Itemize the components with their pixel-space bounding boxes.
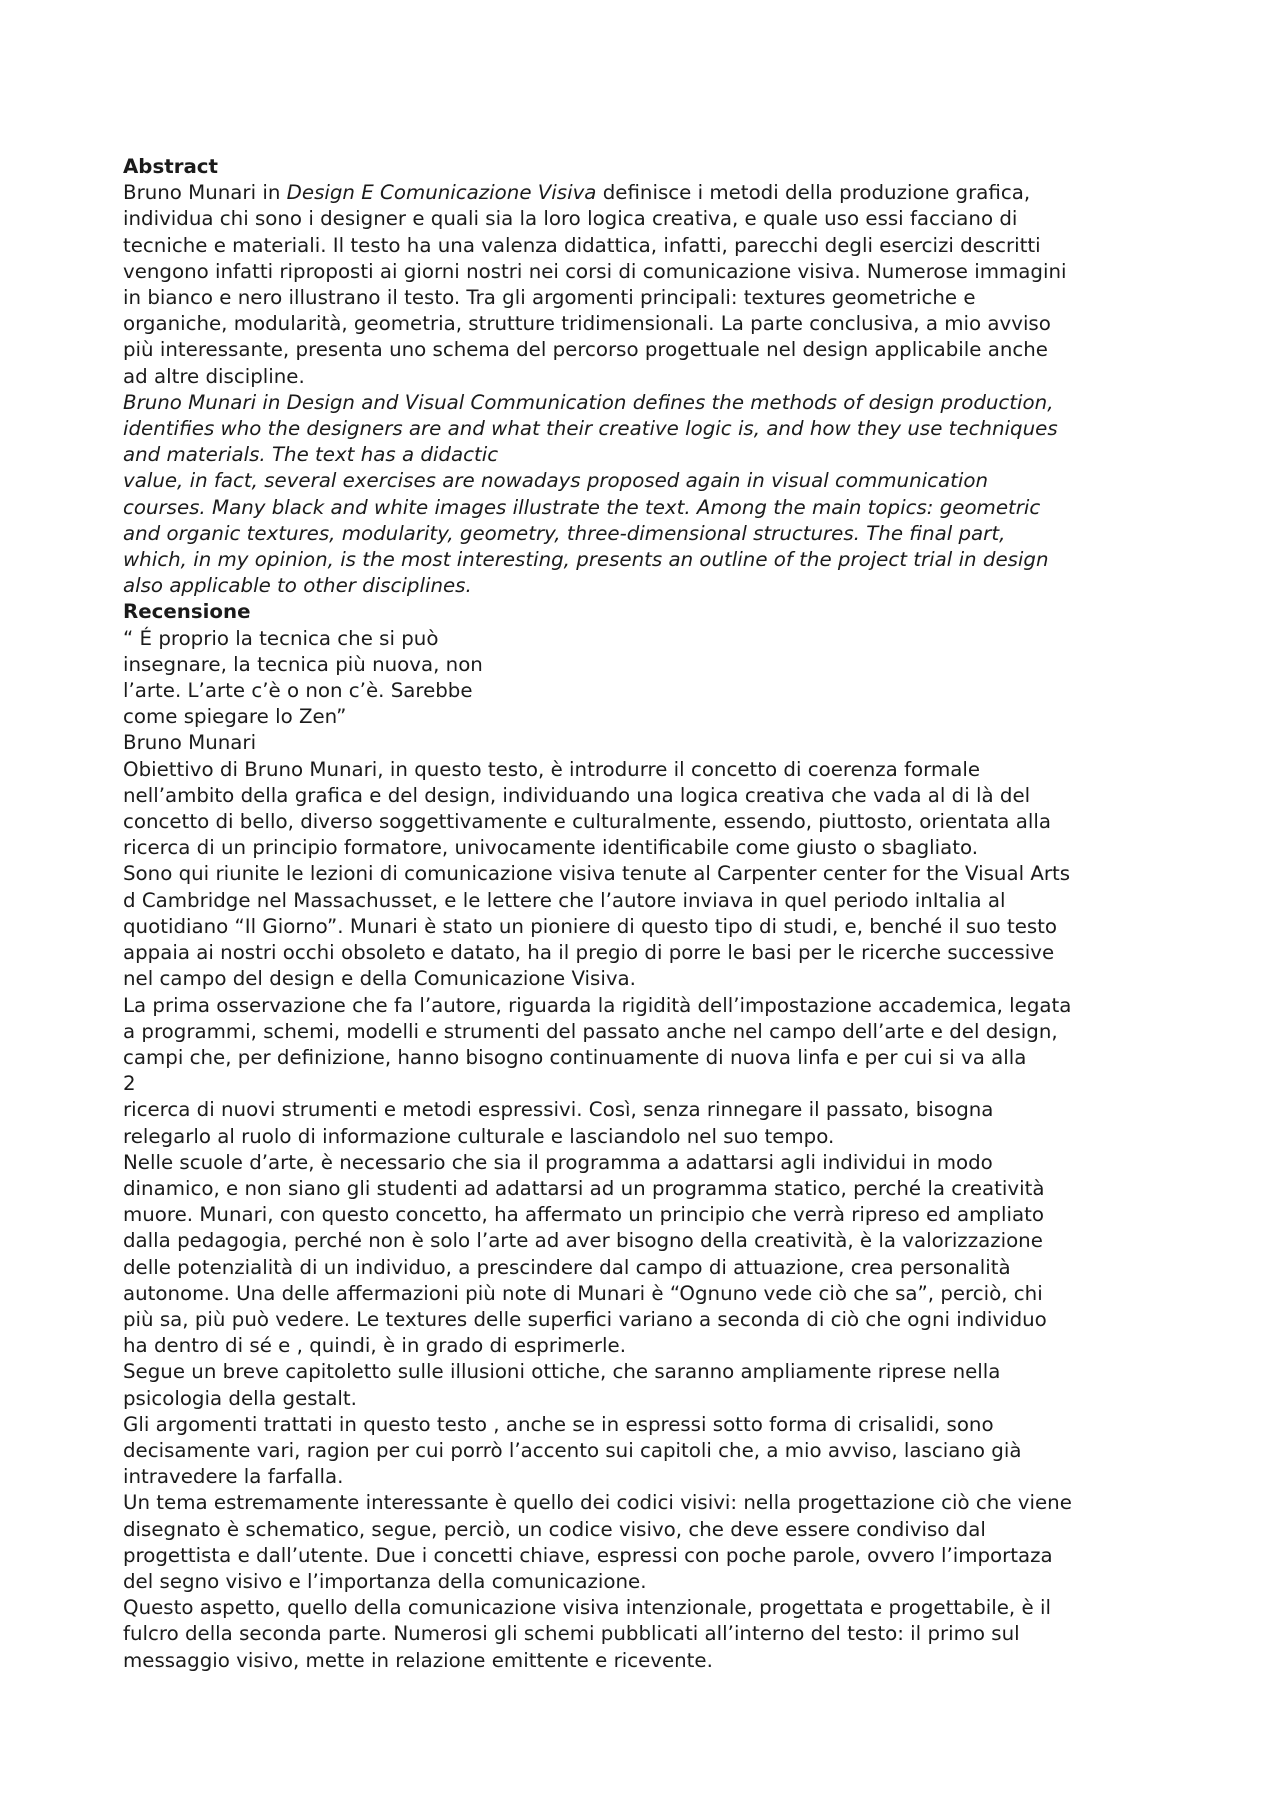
- text-line: campi che, per definizione, hanno bisogno continuamente di nuova linfa e per cui si va alla: [123, 1045, 1027, 1069]
- text-line: dalla pedagogia, perché non è solo l’arte ad aver bisogno della creatività, è la valorizzazione: [123, 1229, 1043, 1253]
- text-line: decisamente vari, ragion per cui porrò l’accento sui capitoli che, a mio avviso, lasciano già: [123, 1438, 1022, 1462]
- text-line: Segue un breve capitoletto sulle illusioni ottiche, che saranno ampliamente riprese nella: [123, 1360, 1001, 1384]
- text-line: ad altre discipline.: [123, 364, 305, 388]
- book-title: Design E Comunicazione Visiva: [286, 181, 597, 205]
- text-line: più sa, più può vedere. Le textures delle superfici variano a seconda di ciò che ogni individuo: [123, 1307, 1047, 1331]
- text-line: value, in fact, several exercises are nowadays proposed again in visual communication: [123, 469, 989, 493]
- abstract-italian-text: [123, 206, 1183, 389]
- text-line: courses. Many black and white images illustrate the text. Among the main topics: geometric: [123, 495, 1041, 519]
- text-line: organiche, modularità, geometria, strutture tridimensionali. La parte conclusiva, a mio avviso: [123, 312, 1051, 336]
- text-line: which, in my opinion, is the most interesting, presents an outline of the project trial in design: [123, 548, 1049, 572]
- text-line: nel campo del design e della Comunicazione Visiva.: [123, 967, 636, 991]
- text-line: Un tema estremamente interessante è quello dei codici visivi: nella progettazione ciò che viene: [123, 1491, 1072, 1515]
- text-line: Questo aspetto, quello della comunicazione visiva intenzionale, progettata e progettabile, è il: [123, 1596, 1051, 1620]
- document-page: [123, 154, 1183, 1674]
- text-line: Gli argomenti trattati in questo testo , anche se in espressi sotto forma di crisalidi, sono: [123, 1412, 994, 1436]
- abstract-english-text: [123, 390, 1183, 600]
- text-line: più interessante, presenta uno schema del percorso progettuale nel design applicabile anche: [123, 338, 1048, 362]
- text-line: in bianco e nero illustrano il testo. Tra gli argomenti principali: textures geometriche e: [123, 286, 976, 310]
- text-line: intravedere la farfalla.: [123, 1465, 344, 1489]
- text-line: nell’ambito della grafica e del design, individuando una logica creativa che vada al di là del: [123, 783, 1031, 807]
- text-line: psicologia della gestalt.: [123, 1386, 357, 1410]
- abstract-first-line-pre: Bruno Munari in: [123, 181, 287, 205]
- text-line: Bruno Munari in Design and Visual Communication defines the methods of design production,: [123, 390, 1054, 414]
- text-line: quotidiano “Il Giorno”. Munari è stato un pioniere di questo tipo di studi, e, benché il suo testo: [123, 914, 1058, 938]
- text-line: Sono qui riunite le lezioni di comunicazione visiva tenute al Carpenter center for the Visual Arts: [123, 862, 1071, 886]
- text-line: individua chi sono i designer e quali sia la loro logica creativa, e quale uso essi facciano di: [123, 207, 1018, 231]
- review-body-part-2: [123, 1097, 1183, 1673]
- text-line: relegarlo al ruolo di informazione culturale e lasciandolo nel suo tempo.: [123, 1124, 835, 1148]
- text-line: insegnare, la tecnica più nuova, non: [123, 652, 483, 676]
- text-line: “ É proprio la tecnica che si può: [123, 626, 439, 650]
- text-line: identifies who the designers are and what their creative logic is, and how they use techniques: [123, 417, 1058, 441]
- abstract-first-line-post: definisce i metodi della produzione grafica,: [596, 181, 1031, 205]
- review-body-part-1: [123, 757, 1183, 1071]
- text-line: messaggio visivo, mette in relazione emittente e ricevente.: [123, 1648, 713, 1672]
- text-line: Bruno Munari: [123, 731, 257, 755]
- text-line: ricerca di un principio formatore, univocamente identificabile come giusto o sbagliato.: [123, 836, 979, 860]
- text-line: l’arte. L’arte c’è o non c’è. Sarebbe: [123, 679, 473, 703]
- text-line: ha dentro di sé e , quindi, è in grado di esprimerle.: [123, 1334, 627, 1358]
- abstract-first-line: [123, 180, 1183, 206]
- text-line: d Cambridge nel Massachusset, e le lettere che l’autore inviava in quel periodo inItalia al: [123, 888, 1006, 912]
- text-line: autonome. Una delle affermazioni più note di Munari è “Ognuno vede ciò che sa”, perciò, chi: [123, 1281, 1043, 1305]
- text-line: ricerca di nuovi strumenti e metodi espressivi. Così, senza rinnegare il passato, bisogna: [123, 1098, 994, 1122]
- recensione-heading: Recensione: [123, 600, 251, 624]
- text-line: Nelle scuole d’arte, è necessario che sia il programma a adattarsi agli individui in modo: [123, 1150, 993, 1174]
- text-line: progettista e dall’utente. Due i concetti chiave, espressi con poche parole, ovvero l’importaza: [123, 1543, 1053, 1567]
- opening-quote: [123, 626, 1183, 757]
- text-line: appaia ai nostri occhi obsoleto e datato, ha il pregio di porre le basi per le ricerche successive: [123, 941, 1055, 965]
- text-line: delle potenzialità di un individuo, a prescindere dal campo di attuazione, crea personalità: [123, 1255, 1011, 1279]
- text-line: Obiettivo di Bruno Munari, in questo testo, è introdurre il concetto di coerenza formale: [123, 757, 980, 781]
- text-line: muore. Munari, con questo concetto, ha affermato un principio che verrà ripreso ed ampliato: [123, 1203, 1044, 1227]
- text-line: and organic textures, modularity, geometry, three-dimensional structures. The final part,: [123, 521, 1006, 545]
- text-line: concetto di bello, diverso soggettivamente e culturalmente, essendo, piuttosto, orientata alla: [123, 810, 1051, 834]
- text-line: La prima osservazione che fa l’autore, riguarda la rigidità dell’impostazione accademica, legata: [123, 993, 1072, 1017]
- text-line: come spiegare lo Zen”: [123, 705, 347, 729]
- page-number: 2: [123, 1072, 136, 1096]
- text-line: dinamico, e non siano gli studenti ad adattarsi ad un programma statico, perché la creatività: [123, 1176, 1045, 1200]
- text-line: disegnato è schematico, segue, perciò, un codice visivo, che deve essere condiviso dal: [123, 1517, 986, 1541]
- text-line: del segno visivo e l’importanza della comunicazione.: [123, 1569, 647, 1593]
- text-line: vengono infatti riproposti ai giorni nostri nei corsi di comunicazione visiva. Numerose immagini: [123, 259, 1067, 283]
- text-line: fulcro della seconda parte. Numerosi gli schemi pubblicati all’interno del testo: il primo sul: [123, 1622, 1020, 1646]
- text-line: also applicable to other disciplines.: [123, 574, 472, 598]
- text-line: and materials. The text has a didactic: [123, 443, 499, 467]
- text-line: a programmi, schemi, modelli e strumenti del passato anche nel campo dell’arte e del design,: [123, 1019, 1058, 1043]
- abstract-heading: Abstract: [123, 155, 218, 178]
- text-line: tecniche e materiali. Il testo ha una valenza didattica, infatti, parecchi degli esercizi descritti: [123, 233, 1041, 257]
